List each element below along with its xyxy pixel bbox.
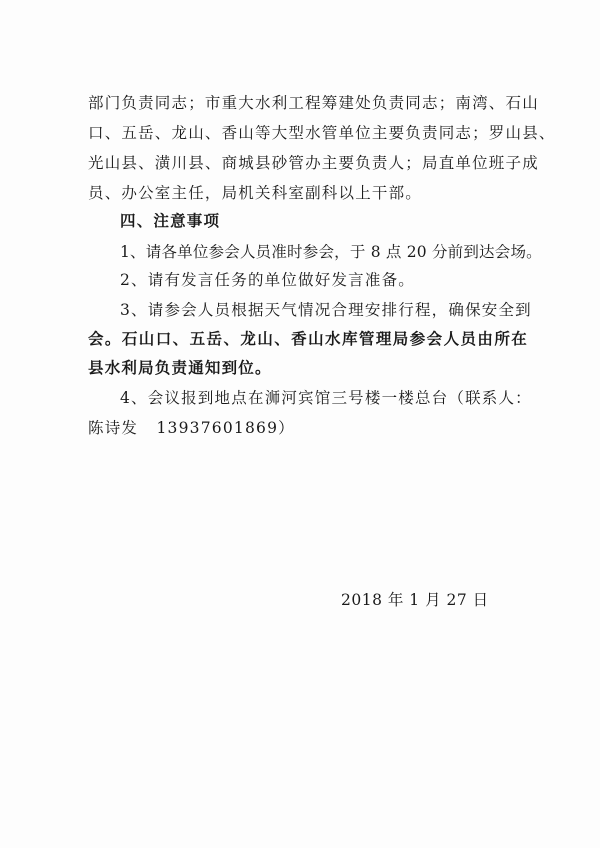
item-4-line-2: 陈诗发 13937601869）	[88, 419, 295, 437]
item-3-line-2: 会。石山口、五岳、龙山、香山水库管理局参会人员由所在	[88, 329, 528, 348]
item-2: 2、请有发言任务的单位做好发言准备。	[120, 271, 415, 289]
section-heading: 四、注意事项	[120, 212, 221, 230]
body-line-4: 员、办公室主任，局机关科室副科以上干部。	[88, 184, 423, 202]
item-1: 1、请各单位参会人员准时参会，于 8 点 20 分前到达会场。	[120, 243, 542, 261]
item-4-line-1: 4、会议报到地点在浉河宾馆三号楼一楼总台（联系人：	[120, 389, 532, 407]
item-3-line-1: 3、请参会人员根据天气情况合理安排行程，确保安全到	[120, 301, 532, 319]
body-line-3: 光山县、潢川县、商城县砂管办主要负责人；局直单位班子成	[88, 154, 539, 172]
body-line-2: 口、五岳、龙山、香山等大型水管单位主要负责同志；罗山县、	[88, 124, 556, 142]
item-3-line-3: 县水利局负责通知到位。	[88, 358, 272, 377]
body-line-1: 部门负责同志；市重大水利工程筹建处负责同志；南湾、石山	[88, 94, 539, 112]
document-date: 2018 年 1 月 27 日	[341, 591, 489, 609]
